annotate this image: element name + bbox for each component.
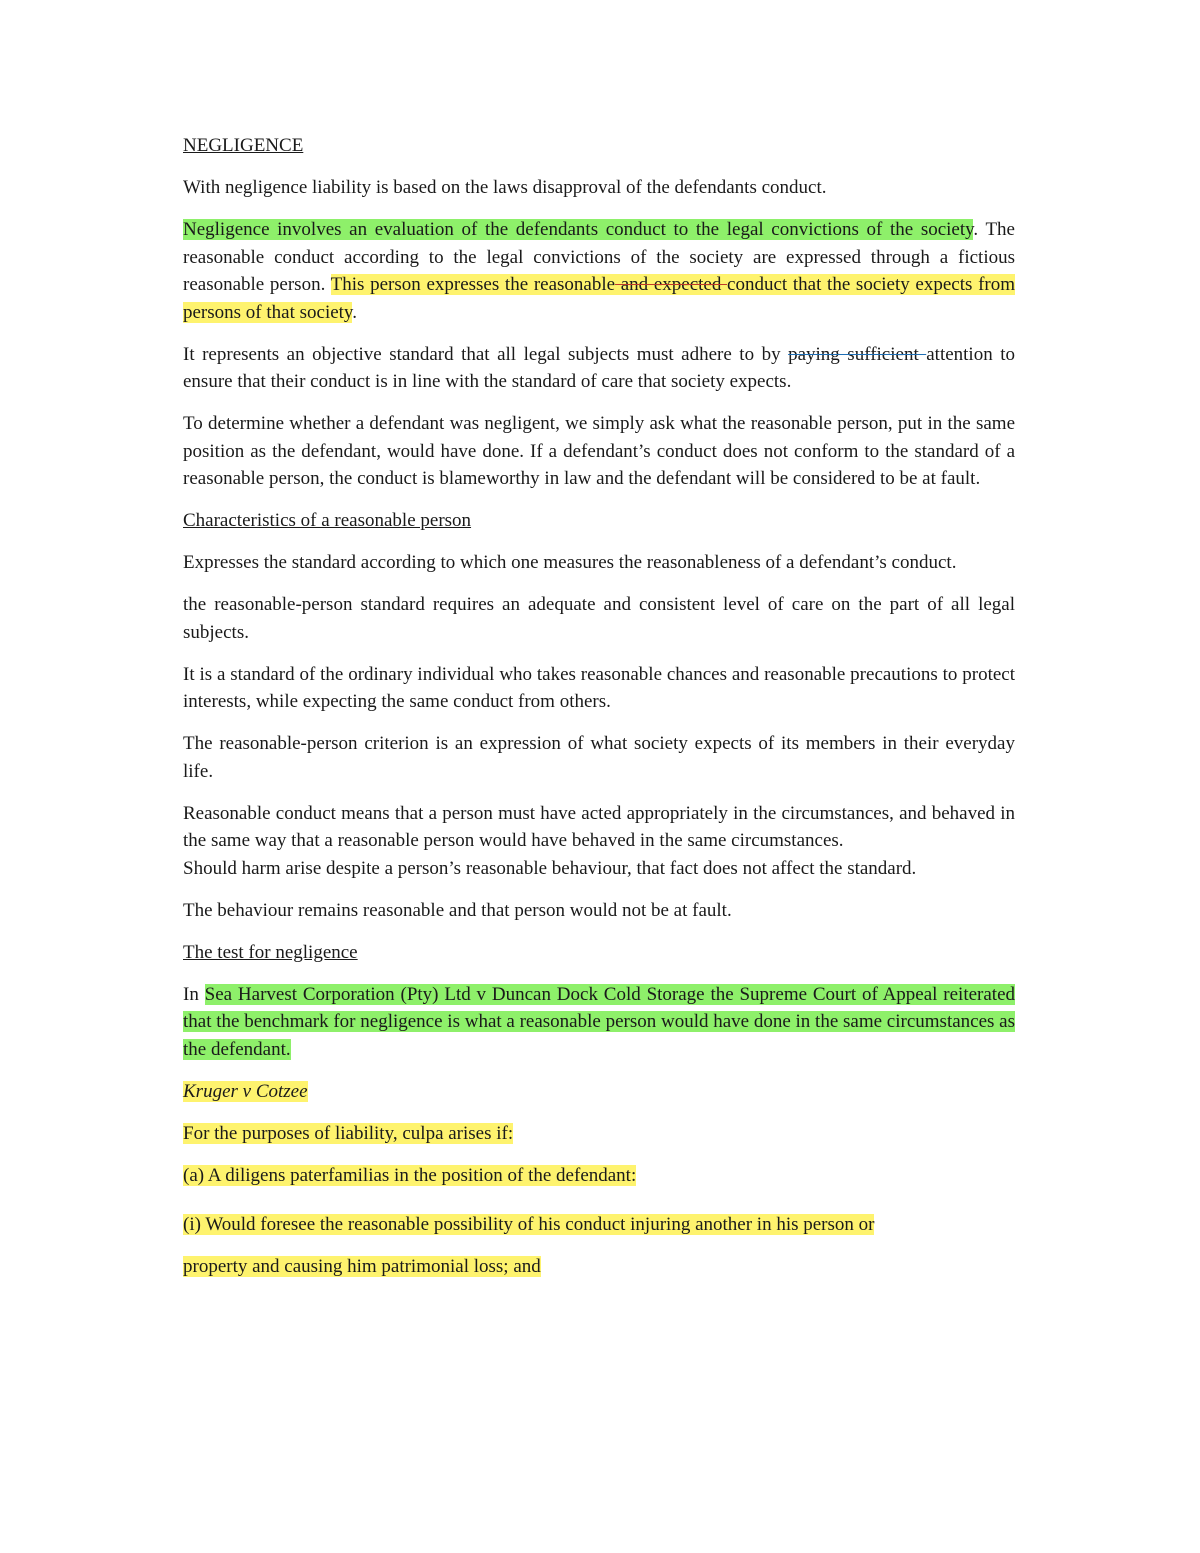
paragraph-foresee xyxy=(183,1204,1015,1288)
paragraph-ordinary-individual: It is a standard of the ordinary individual who takes reasonable chances and reasonable precautions to protect interests, while expecting the same conduct from others. xyxy=(183,663,1015,712)
paragraph-behaviour: The behaviour remains reasonable and that person would not be at fault. xyxy=(183,899,732,921)
deleted-text: and expected xyxy=(615,274,728,295)
paragraph-text: . xyxy=(352,301,357,323)
paragraph-objective-standard xyxy=(183,341,1015,396)
yellow-highlight: (i) Would foresee the reasonable possibility of his conduct injuring another in his person or xyxy=(183,1213,875,1235)
paragraph-sea-harvest xyxy=(183,981,1015,1064)
yellow-highlight: conduct that the society expects from persons of that society xyxy=(183,274,1016,323)
green-highlight: Negligence involves an evaluation of the defendants conduct to the legal convictions of the society xyxy=(183,219,974,240)
page-title: NEGLIGENCE xyxy=(183,135,304,156)
document-page xyxy=(183,132,1015,1288)
paragraph-text: In xyxy=(183,983,205,1005)
paragraph-expresses: Expresses the standard according to which one measures the reasonableness of a defendant’s conduct. xyxy=(183,552,957,573)
green-highlight: Sea Harvest Corporation (Pty) Ltd v Duncan Dock Cold Storage the Supreme Court of Appeal reiterated that the benchmark for negligence is what a reasonable person would have done in the same circumstances as the defendant. xyxy=(183,983,1016,1060)
paragraph-standard-requires: the reasonable-person standard requires an adequate and consistent level of care on the part of all legal subjects. xyxy=(183,594,1015,643)
paragraph-text: It represents an objective standard that all legal subjects must adhere to by xyxy=(183,343,789,365)
yellow-highlight: This person expresses the reasonable xyxy=(330,274,616,295)
yellow-highlight: property and causing him patrimonial loss; and xyxy=(183,1255,541,1277)
paragraph-reasonable-conduct xyxy=(183,800,1015,883)
paragraph-evaluation xyxy=(183,216,1015,326)
paragraph-text: Should harm arise despite a person’s reasonable behaviour, that fact does not affect the standard. xyxy=(183,857,917,879)
paragraph-text: Reasonable conduct means that a person must have acted appropriately in the circumstances, and behaved in the same way that a reasonable person would have behaved in the same circumstances. xyxy=(183,802,1015,851)
deleted-text: paying sufficient xyxy=(788,343,927,365)
case-name xyxy=(183,1078,1015,1106)
paragraph-culpa xyxy=(183,1120,1015,1148)
paragraph-text: attention to ensure that their conduct is in line with the standard of care that society expects. xyxy=(183,343,1015,392)
paragraph-diligens xyxy=(183,1162,1015,1190)
section-heading-test: The test for negligence xyxy=(183,941,358,963)
paragraph-criterion: The reasonable-person criterion is an expression of what society expects of its members in their everyday life. xyxy=(183,733,1015,782)
paragraph-determine: To determine whether a defendant was negligent, we simply ask what the reasonable person, put in the same position as the defendant, would have done. If a defendant’s conduct does not conform to the standard of a reasonable person, the conduct is blameworthy in law and the defendant will be considered to be at fault. xyxy=(183,413,1015,489)
paragraph-text: . The reasonable conduct according to the legal convictions of the society are expressed through a fictious reasonable person. xyxy=(183,219,1015,295)
paragraph-intro: With negligence liability is based on the laws disapproval of the defendants conduct. xyxy=(183,177,827,198)
yellow-highlight: For the purposes of liability, culpa arises if: xyxy=(183,1122,514,1144)
yellow-highlight: Kruger v Cotzee xyxy=(183,1080,308,1102)
yellow-highlight: (a) A diligens paterfamilias in the position of the defendant: xyxy=(183,1164,637,1186)
section-heading-characteristics: Characteristics of a reasonable person xyxy=(183,510,472,531)
